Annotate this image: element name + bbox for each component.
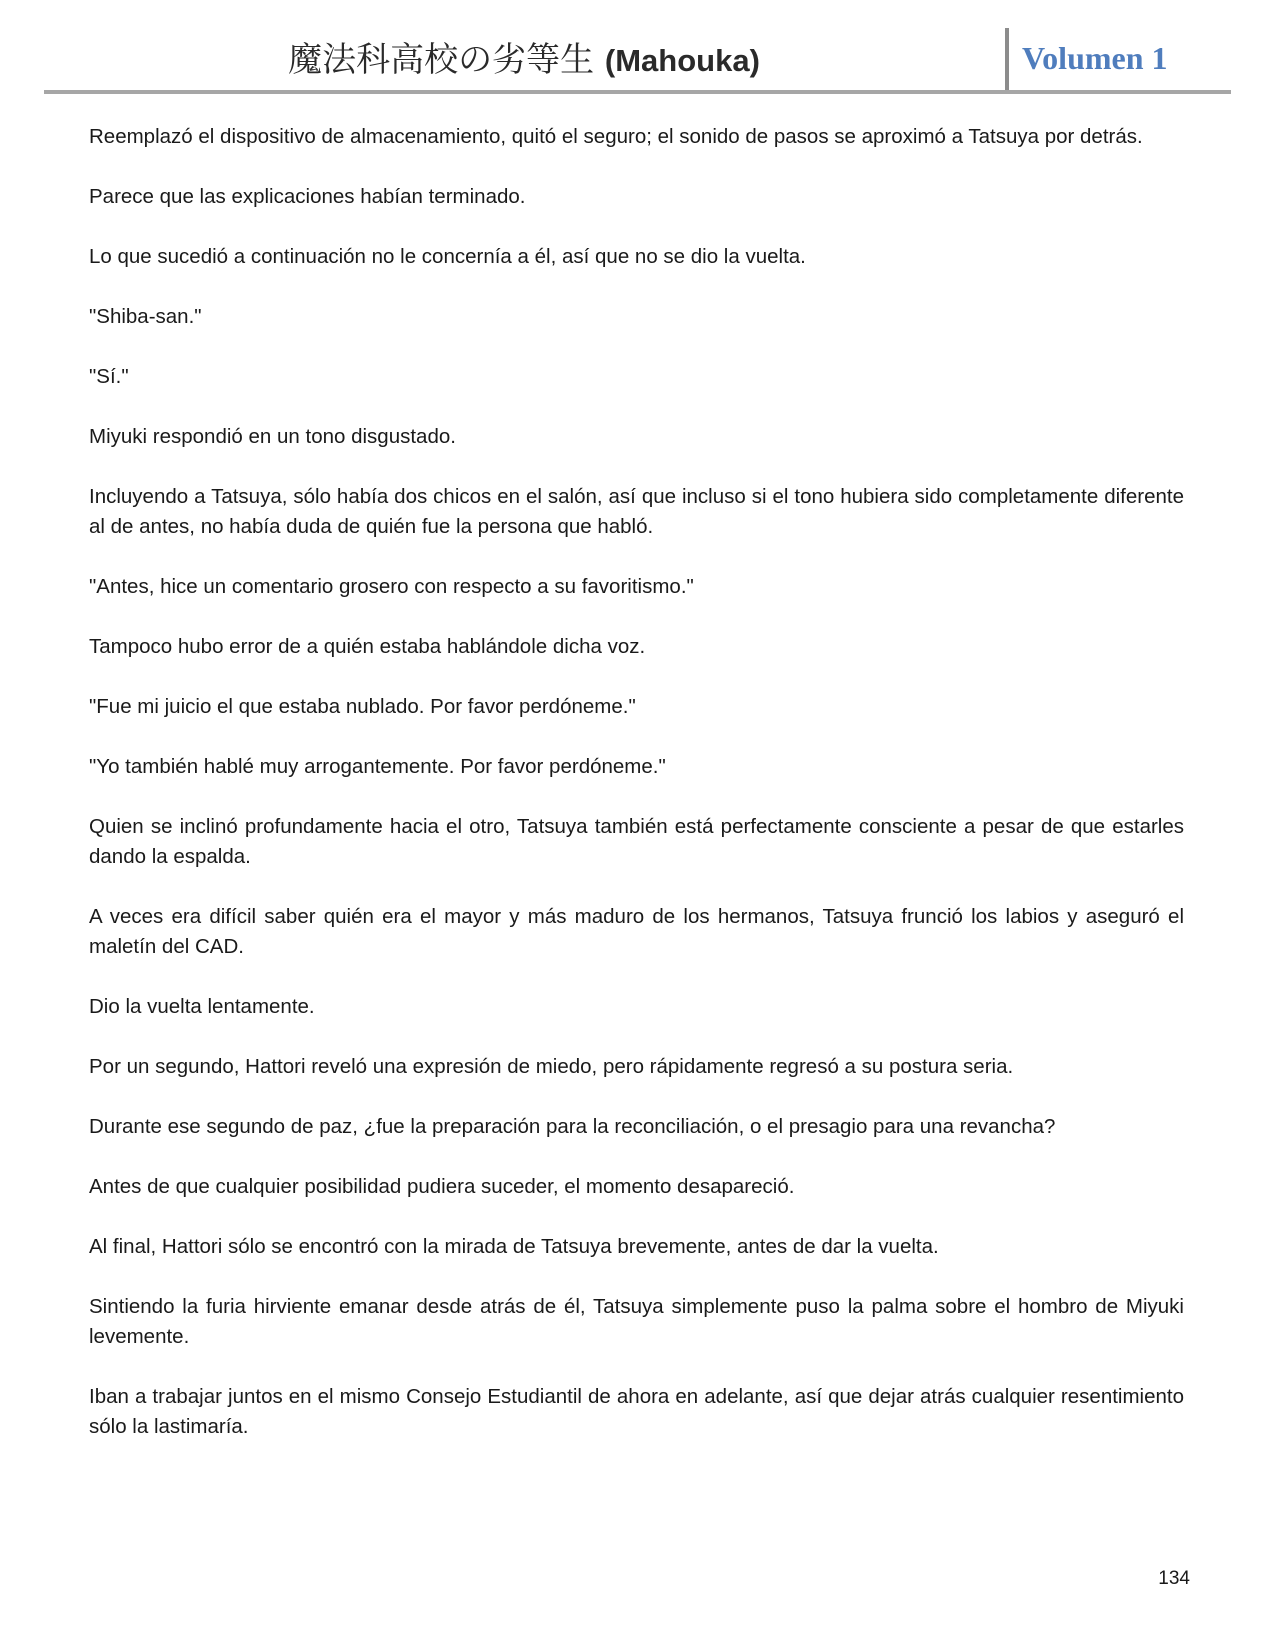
page-header (44, 28, 1231, 92)
paragraph: "Shiba-san." (89, 305, 202, 328)
paragraph: "Yo también hablé muy arrogantemente. Por favor perdóneme." (89, 755, 666, 778)
book-title-romanized: (Mahouka) (604, 43, 760, 78)
header-rule (44, 90, 1231, 94)
paragraph: A veces era difícil saber quién era el mayor y más maduro de los hermanos, Tatsuya frunció los labios y aseguró el maletín del CAD. (89, 905, 1184, 958)
paragraph: "Antes, hice un comentario grosero con respecto a su favoritismo." (89, 575, 694, 598)
paragraph: Reemplazó el dispositivo de almacenamiento, quitó el seguro; el sonido de pasos se aproximó a Tatsuya por detrás. (89, 125, 1143, 148)
paragraph: Por un segundo, Hattori reveló una expresión de miedo, pero rápidamente regresó a su postura seria. (89, 1055, 1014, 1078)
paragraph: Incluyendo a Tatsuya, sólo había dos chicos en el salón, así que incluso si el tono hubiera sido completamente diferente al de antes, no había duda de quién fue la persona que habló. (89, 485, 1184, 538)
paragraph: "Fue mi juicio el que estaba nublado. Por favor perdóneme." (89, 695, 636, 718)
paragraph: Durante ese segundo de paz, ¿fue la preparación para la reconciliación, o el presagio para una revancha? (89, 1115, 1056, 1138)
paragraph: Lo que sucedió a continuación no le concernía a él, así que no se dio la vuelta. (89, 245, 806, 268)
book-title-japanese: 魔法科高校の劣等生 (288, 40, 595, 80)
paragraph: Sintiendo la furia hirviente emanar desde atrás de él, Tatsuya simplemente puso la palma sobre el hombro de Miyuki levemente. (89, 1295, 1184, 1348)
paragraph: Quien se inclinó profundamente hacia el otro, Tatsuya también está perfectamente consciente a pesar de que estarles dando la espalda. (89, 815, 1184, 868)
header-divider (1005, 28, 1009, 90)
paragraph: Parece que las explicaciones habían terminado. (89, 185, 526, 208)
page-body (89, 122, 1184, 1472)
book-title (44, 38, 1004, 83)
paragraph: Tampoco hubo error de a quién estaba hablándole dicha voz. (89, 635, 646, 658)
volume-label: Volumen 1 (1022, 40, 1168, 76)
paragraph: Miyuki respondió en un tono disgustado. (89, 425, 456, 448)
page-number: 134 (1158, 1568, 1190, 1589)
paragraph: Iban a trabajar juntos en el mismo Consejo Estudiantil de ahora en adelante, así que dejar atrás cualquier resentimiento sólo la lastimaría. (89, 1385, 1184, 1438)
paragraph: Antes de que cualquier posibilidad pudiera suceder, el momento desapareció. (89, 1175, 795, 1198)
paragraph: Al final, Hattori sólo se encontró con la mirada de Tatsuya brevemente, antes de dar la vuelta. (89, 1235, 939, 1258)
paragraph: "Sí." (89, 365, 129, 388)
paragraph: Dio la vuelta lentamente. (89, 995, 315, 1018)
